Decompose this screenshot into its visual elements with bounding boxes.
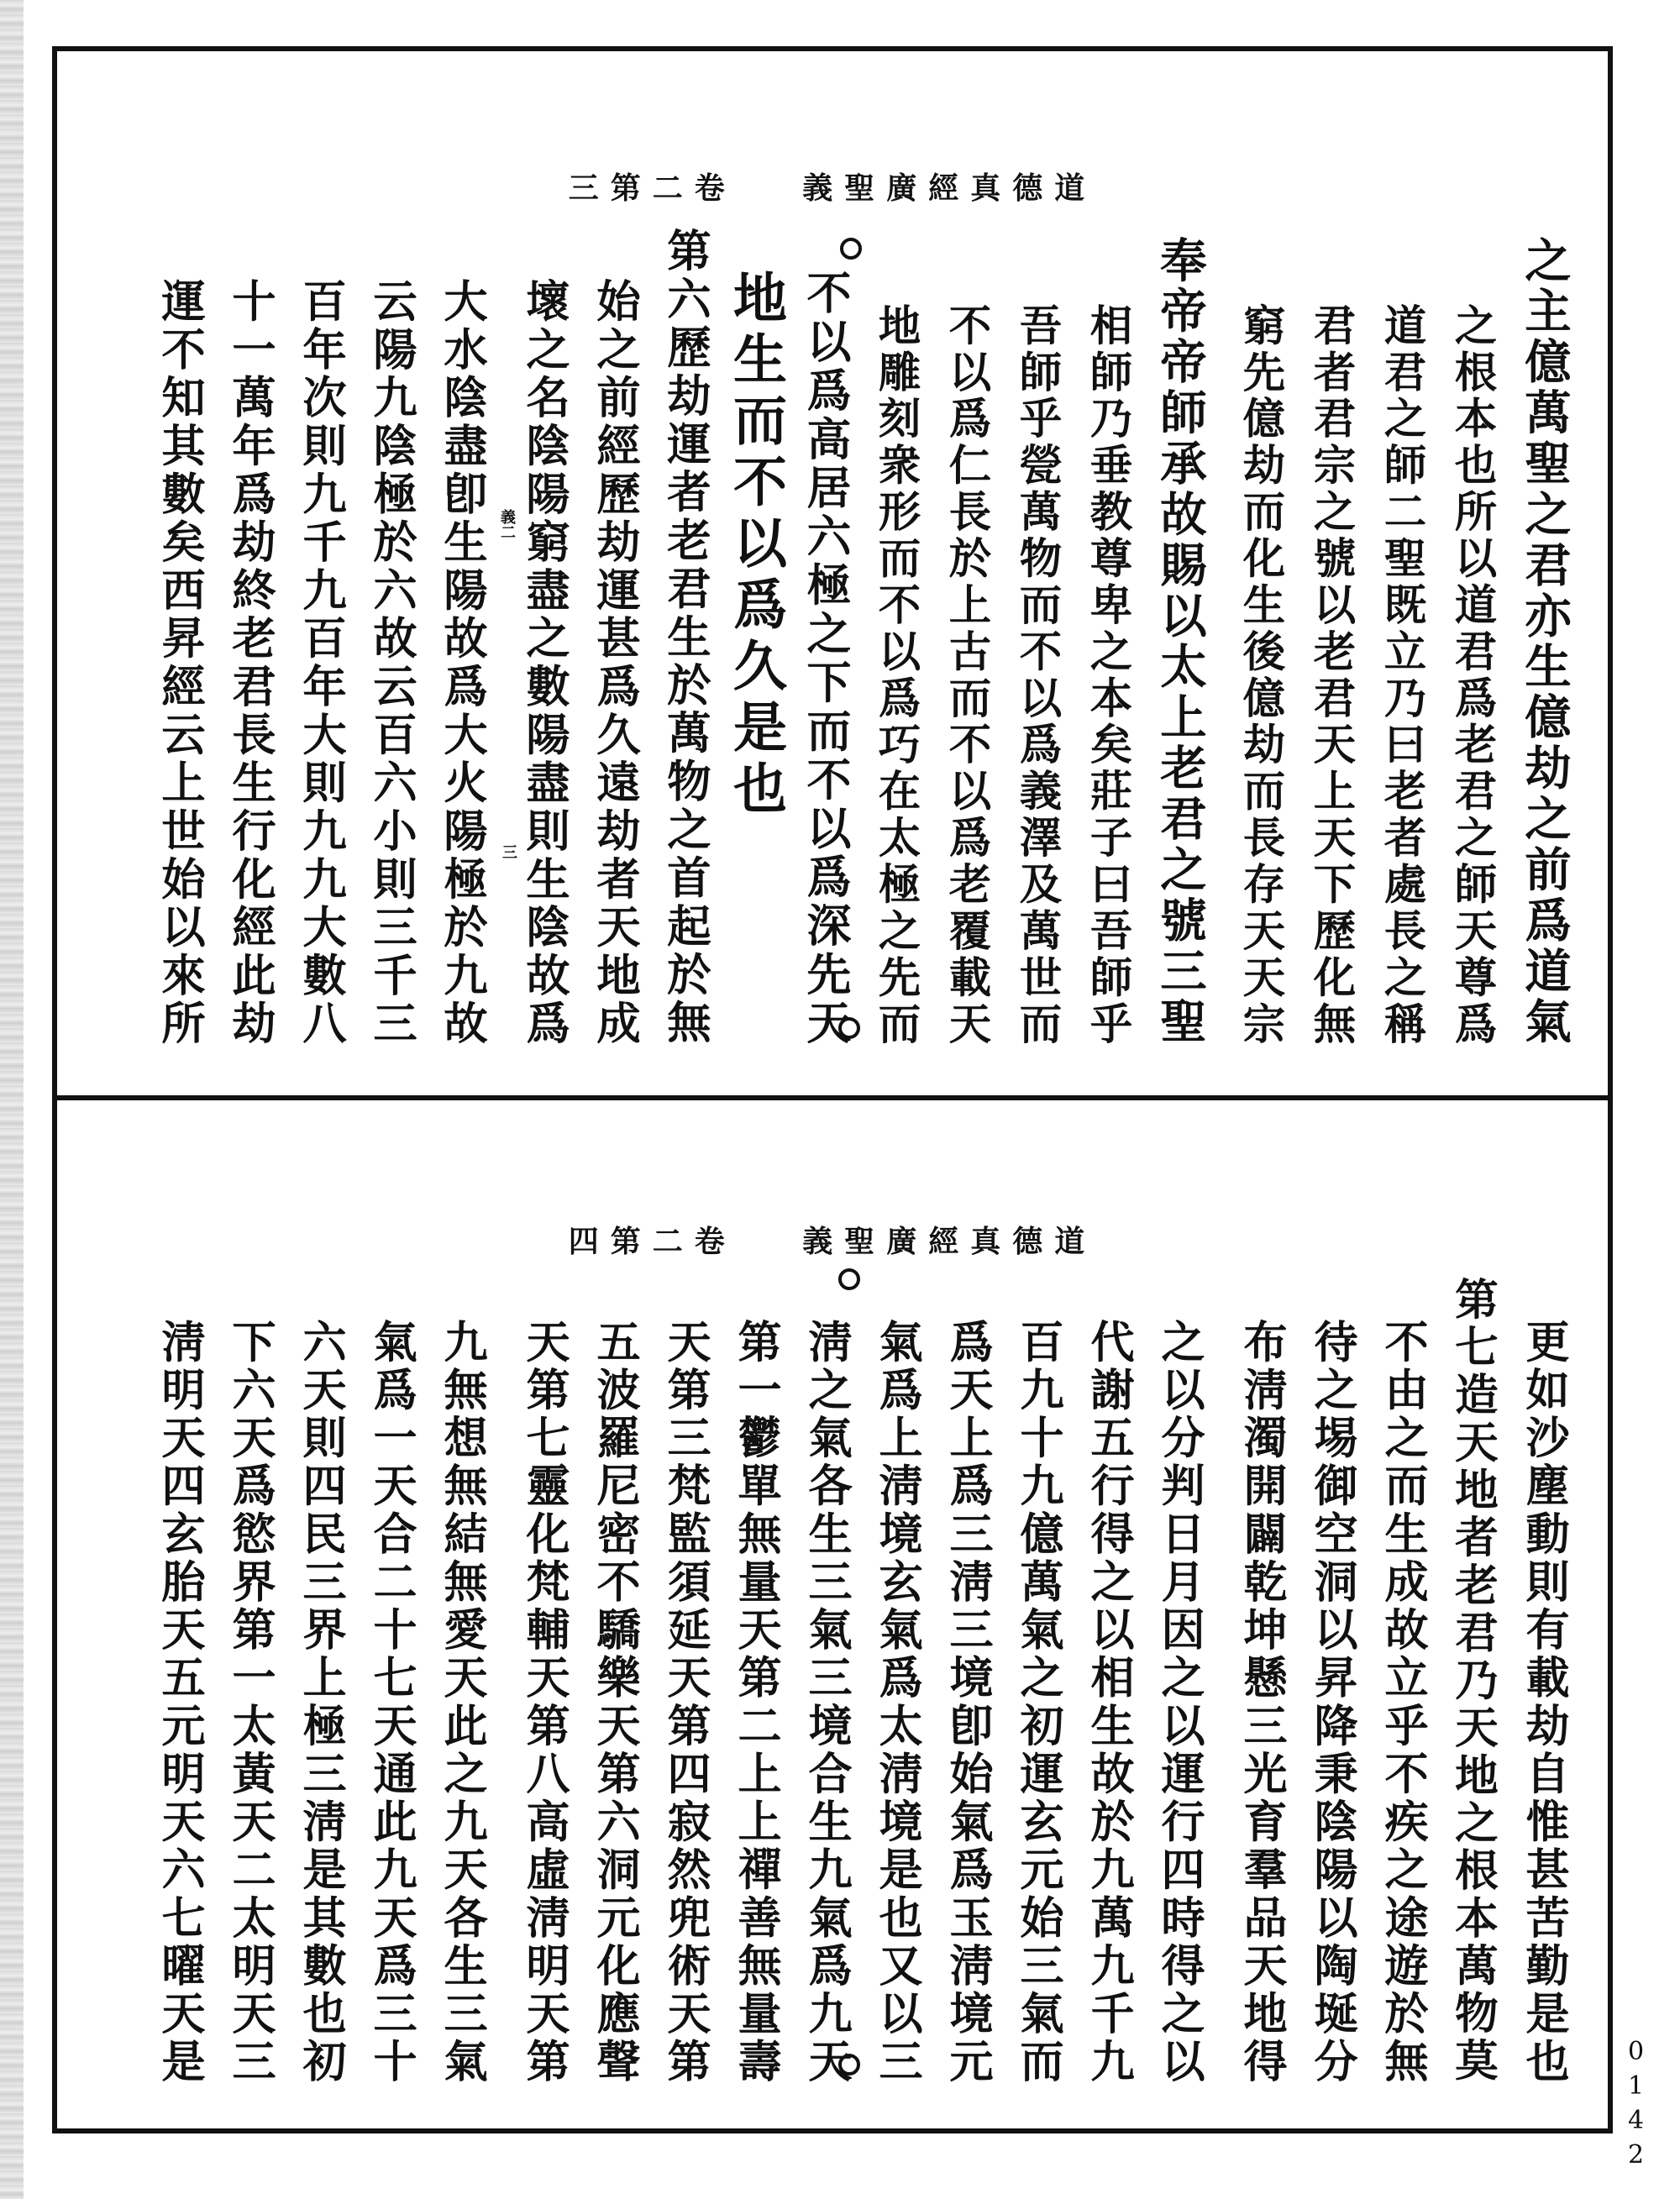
text-column: 淸明天四玄胎天五元明天六七曜天是 [154,1319,205,2086]
text-column: 窮先億劫而化生後億劫而長存天天宗 [1236,303,1286,1048]
text-column: 地雕刻衆形而不以爲巧在太極之先而 [872,303,921,1048]
text-column: 不以爲仁長於上古而不以爲老覆載天 [942,303,992,1048]
text-column: 百九十九億萬氣之初運玄元始三氣而 [1012,1319,1063,2086]
text-column: 氣爲一天合二十七天通此九天爲三十 [365,1319,417,2086]
text-column: 代謝五行得之以相生故於九萬九千九 [1083,1319,1134,2086]
text-column: 始之前經歷劫運甚爲久遠劫者天地成 [589,278,640,1048]
bottom-header-title: 道德真經廣聖義 [802,1224,1097,1259]
text-column: 奉帝帝師承故賜以太上老君之號三聖 [1152,236,1206,1048]
bottom-panel [57,1100,1608,2133]
text-column: 云陽九陰極於六故云百六小則三千三 [365,278,417,1048]
text-column: 君者君宗之號以老君天上天下歷化無 [1307,303,1357,1048]
text-column: 大水陰盡卽生陽故爲大火陽極於九故 [436,278,487,1048]
text-column: 五波羅尼密不驕樂天第六洞元化應聲 [589,1319,640,2086]
text-column: 下六天爲慾界第一太黃天二太明天三 [224,1319,276,2086]
bottom-header-chapter: 卷二第四 [568,1224,737,1259]
text-column: 吾師乎甇萬物而不以爲義澤及萬世而 [1013,303,1063,1048]
text-column: 六天則四民三界上極三淸是其數也初 [295,1319,346,2086]
text-column: 待之埸御空洞以昇降秉陰陽以陶埏分 [1306,1319,1357,2086]
text-column: 之根本也所以道君爲老君之師天尊爲 [1448,303,1498,1048]
text-column: 運不知其數矣西昇經云上世始以來所 [154,278,205,1048]
top-text-columns [57,51,1608,1095]
top-header-chapter: 卷二第三 [568,171,737,206]
text-column: 第七造天地者老君乃天地之根本萬物莫 [1447,1277,1498,2086]
text-column: 氣爲上淸境玄氣爲太淸境是也又以三 [871,1319,922,2086]
text-column: 淸之氣各生三氣三境合生九氣爲九天 [801,1319,852,2086]
text-column: 不由之而生成故立乎不疾之途遊於無 [1377,1319,1428,2086]
margin-note: 三 [502,844,517,862]
text-column: 之主億萬聖之君亦生億劫之前爲道氣 [1516,236,1571,1048]
text-column: 地生而不以爲久是也 [724,270,787,821]
page-frame [52,46,1613,2133]
text-column: 道君之師二聖既立乃曰老者處長之稱 [1378,303,1427,1048]
text-column: 第一鬱單無量天第二上上禪善無量壽 [730,1319,781,2086]
text-column: 天第七靈化梵輔天第八高虛淸明天第 [518,1319,570,2086]
text-column: 百年次則九千九百年大則九九大數八 [295,278,346,1048]
page-number: 0142 [1621,2037,1651,2175]
text-column: 爲天上爲三淸三境卽始氣爲玉淸境元 [942,1319,993,2086]
text-column: 第六歷劫運者老君生於萬物之首起於無 [659,228,711,1047]
top-header-title: 道德真經廣聖義 [802,171,1097,206]
text-column: 十一萬年爲劫終老君長生行化經此劫 [224,278,276,1048]
text-column: 布淸濁開闢乾坤懸三光育羣品天地得 [1236,1319,1287,2086]
bottom-text-columns [57,1100,1608,2133]
scan-edge-shadow [0,0,24,2199]
text-column: 壞之名陰陽窮盡之數陽盡則生陰故爲 [518,278,570,1048]
text-column: 天第三梵監須延天第四寂然兜術天第 [659,1319,711,2086]
text-column: 相師乃垂教尊卑之本矣莊子曰吾師乎 [1084,303,1133,1048]
text-column: 之以分判日月因之以運行四時得之以 [1153,1319,1205,2086]
text-column: 九無想無結無愛天此之九天各生三氣 [436,1319,487,2086]
text-column: 不以爲高居六極之下而不以爲深先天 [800,270,852,1048]
top-panel [57,51,1608,1095]
text-column: 更如沙塵動則有載劫自惟甚苦勤是也 [1518,1319,1569,2086]
margin-note: 義二 [498,509,516,539]
